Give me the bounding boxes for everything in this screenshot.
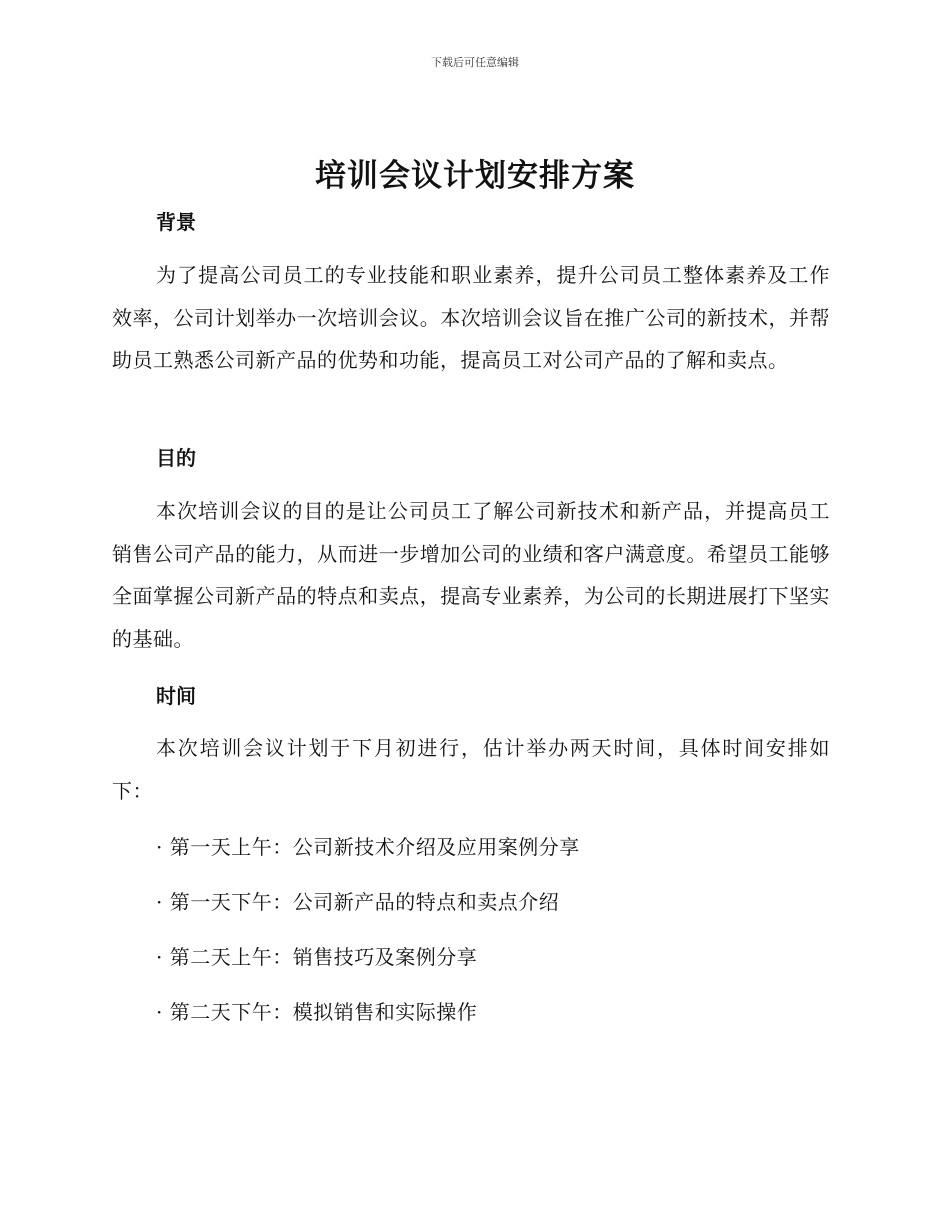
page-header-note: 下载后可任意编辑 [431, 56, 519, 69]
schedule-item-day1-morning: · 第一天上午：公司新技术介绍及应用案例分享 [156, 835, 580, 859]
paragraph-background: 为了提高公司员工的专业技能和职业素养，提升公司员工整体素养及工作效率，公司计划举办一次培训会议。本次培训会议旨在推广公司的新技术，并帮助员工熟悉公司新产品的优势和功能，提高员工对公司产品的了解和卖点。 [112, 263, 830, 372]
schedule-item-day2-afternoon: · 第二天下午：模拟销售和实际操作 [156, 1000, 478, 1024]
paragraph-purpose: 本次培训会议的目的是让公司员工了解公司新技术和新产品，并提高员工销售公司产品的能力，从而进一步增加公司的业绩和客户满意度。希望员工能够全面掌握公司新产品的特点和卖点，提高专业素养，为公司的长期进展打下坚实的基础。 [112, 499, 830, 651]
schedule-item-day1-afternoon: · 第一天下午：公司新产品的特点和卖点介绍 [156, 890, 560, 914]
section-heading-purpose: 目的 [156, 446, 196, 470]
section-heading-time: 时间 [156, 684, 196, 708]
section-heading-background: 背景 [156, 210, 196, 234]
paragraph-time: 本次培训会议计划于下月初进行，估计举办两天时间，具体时间安排如下： [112, 736, 830, 803]
schedule-item-day2-morning: · 第二天上午：销售技巧及案例分享 [156, 945, 478, 969]
document-title: 培训会议计划安排方案 [315, 158, 635, 194]
